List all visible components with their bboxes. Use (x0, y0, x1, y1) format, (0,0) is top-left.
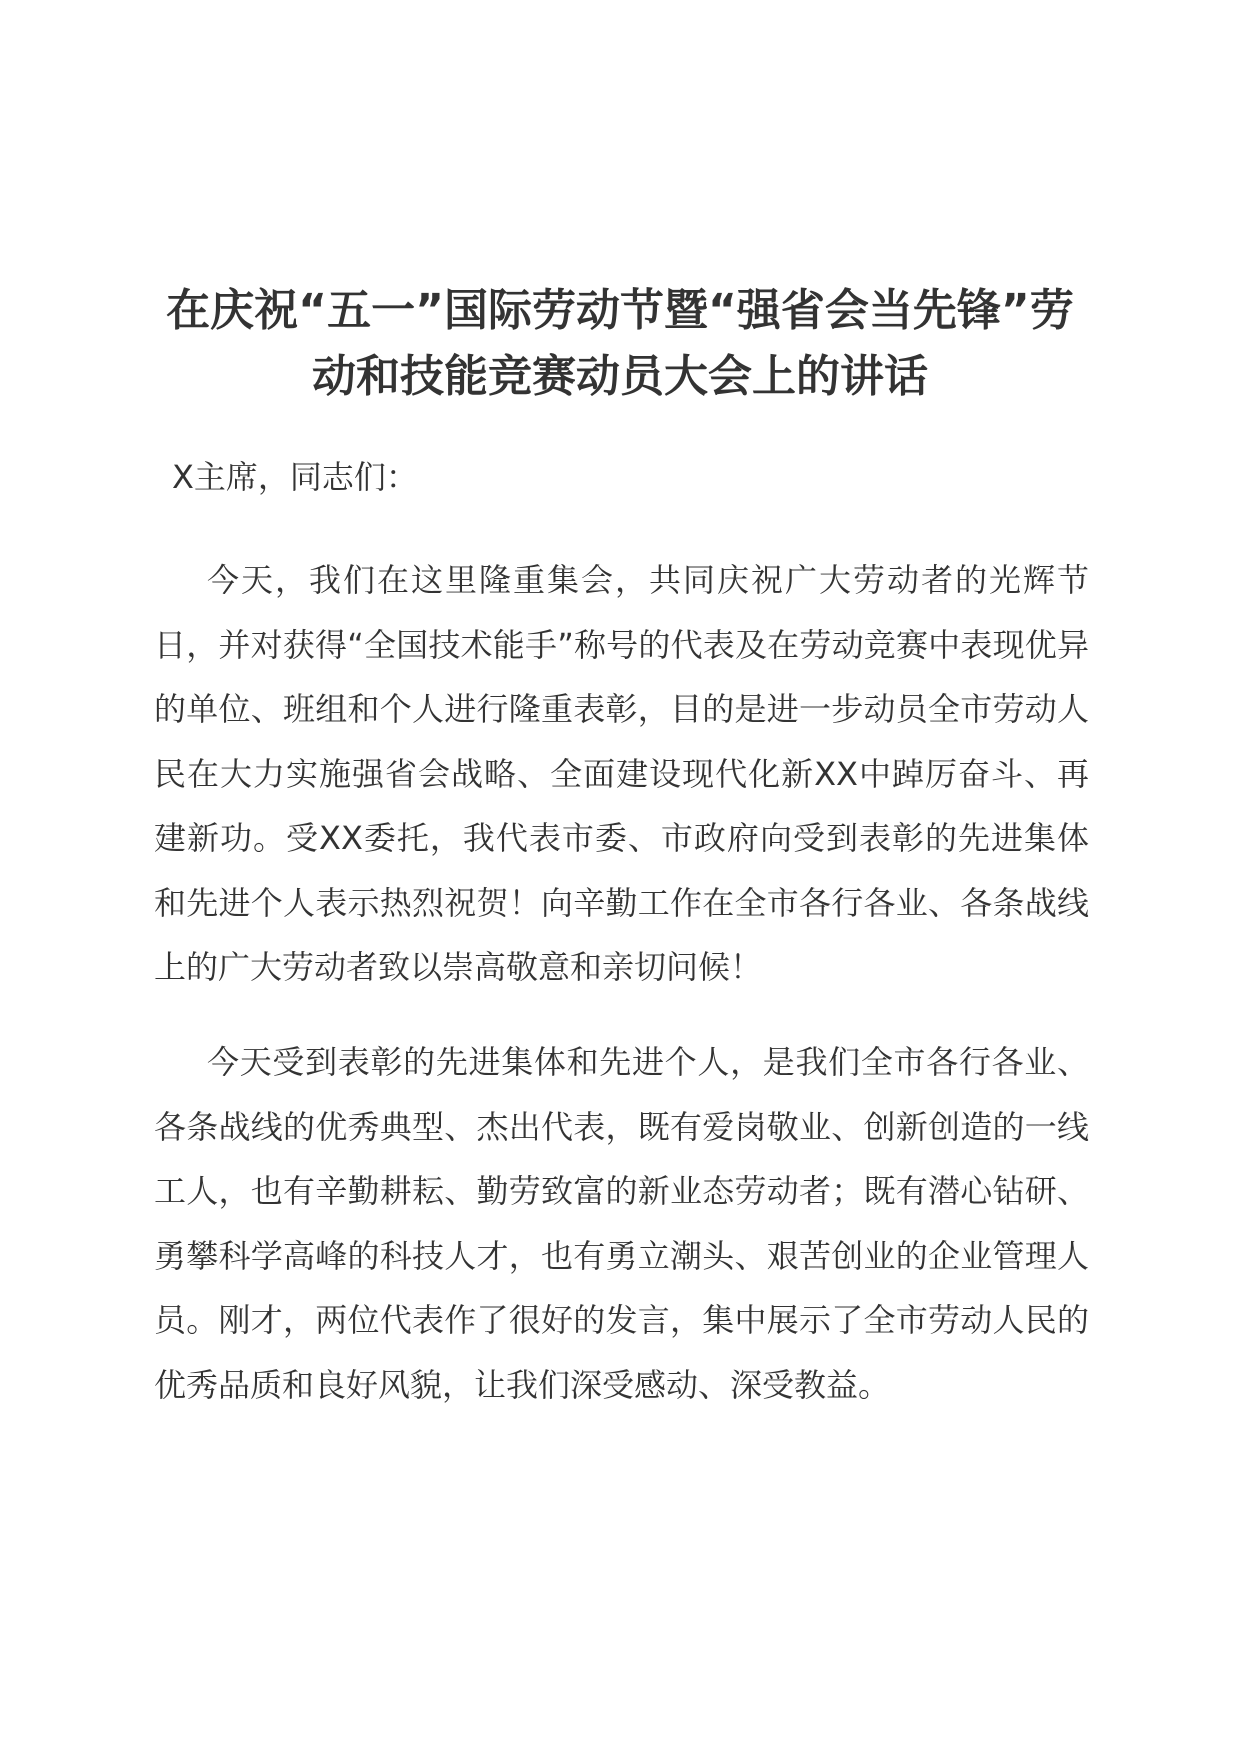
paragraph-2: 今天受到表彰的先进集体和先进个人，是我们全市各行各业、各条战线的优秀典型、杰出代表，既有爱岗敬业、创新创造的一线工人，也有辛勤耕耘、勤劳致富的新业态劳动者；既有潜心钻研、勇攀科学高峰的科技人才，也有勇立潮头、艰苦创业的企业管理人员。刚才，两位代表作了很好的发言，集中展示了全市劳动人民的优秀品质和良好风貌，让我们深受感动、深受教益。 (154, 1043, 1089, 1404)
salutation: X主席，同志们： (172, 458, 418, 496)
paragraph-1: 今天，我们在这里隆重集会，共同庆祝广大劳动者的光辉节日，并对获得“全国技术能手”称号的代表及在劳动竞赛中表现优异的单位、班组和个人进行隆重表彰，目的是进一步动员全市劳动人民在大力实施强省会战略、全面建设现代化新XX中踔厉奋斗、再建新功。受XX委托，我代表市委、市政府向受到表彰的先进集体和先进个人表示热烈祝贺！向辛勤工作在全市各行各业、各条战线上的广大劳动者致以崇高敬意和亲切问候！ (154, 561, 1089, 986)
document-title: 在庆祝“五一”国际劳动节暨“强省会当先锋”劳动和技能竞赛动员大会上的讲话 (166, 285, 1074, 402)
